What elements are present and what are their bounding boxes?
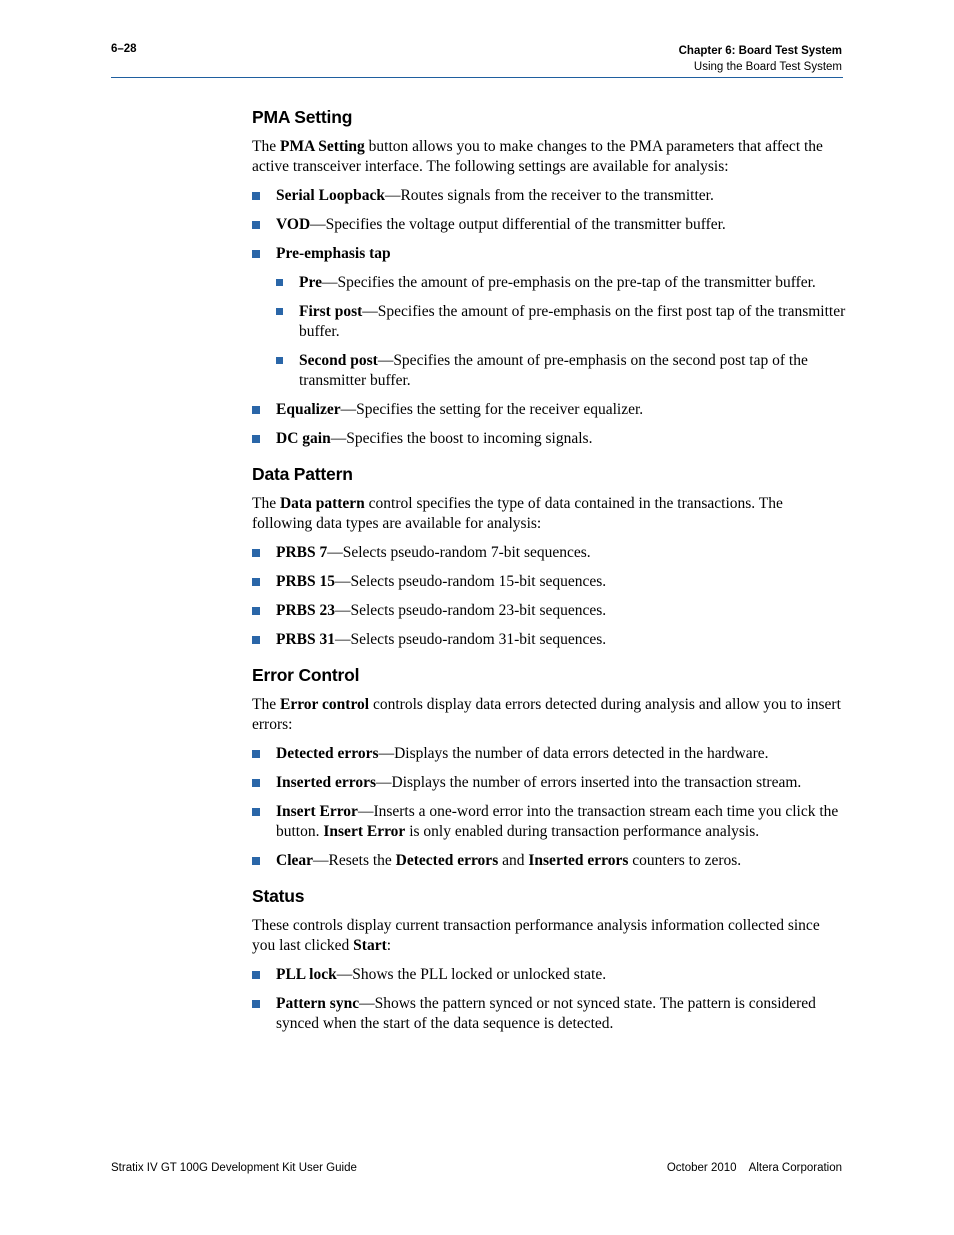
page-body (252, 104, 846, 1046)
item-term: Detected errors (276, 745, 379, 762)
item-term: Insert Error (323, 823, 406, 840)
item-desc: —Specifies the voltage output differential of the transmitter buffer. (310, 216, 726, 233)
sub-list-item (276, 351, 846, 391)
intro-text: controls display data errors detected during analysis and allow you to insert errors: (252, 696, 841, 733)
square-bullet-icon (252, 971, 260, 979)
footer-date-company: October 2010 Altera Corporation (666, 1162, 842, 1174)
item-desc: —Routes signals from the receiver to the transmitter. (384, 187, 714, 204)
square-bullet-icon (252, 406, 260, 414)
list-item (252, 244, 846, 391)
sub-list-item (276, 273, 846, 293)
square-bullet-icon (252, 1000, 260, 1008)
item-term: Inserted errors (276, 774, 377, 791)
intro-text: These controls display current transaction performance analysis information collected since you last clicked (252, 917, 820, 954)
running-header (679, 43, 842, 75)
item-term: Clear (276, 852, 314, 869)
intro-text: button allows you to make changes to the PMA parameters that affect the active transceiver interface. The following settings are available for analysis: (252, 138, 823, 175)
item-term: Equalizer (276, 401, 341, 418)
intro-term: Error control (279, 696, 370, 713)
list-item (252, 965, 846, 985)
item-term: Pre (299, 274, 322, 291)
item-desc: —Selects pseudo-random 31-bit sequences. (335, 631, 607, 648)
item-desc: —Selects pseudo-random 7-bit sequences. (327, 544, 591, 561)
section-pma-setting (252, 104, 846, 449)
item-term: Pattern sync (276, 995, 360, 1012)
section-status (252, 883, 846, 1034)
section-error-control (252, 662, 846, 871)
section-intro (252, 695, 846, 735)
section-intro (252, 916, 846, 956)
intro-text: control specifies the type of data contained in the transactions. The following data types are available for analysis: (252, 495, 783, 532)
item-desc: —Specifies the amount of pre-emphasis on the pre-tap of the transmitter buffer. (321, 274, 816, 291)
square-bullet-icon (252, 857, 260, 865)
list-item (252, 429, 846, 449)
square-bullet-icon (252, 808, 260, 816)
list-item (252, 572, 846, 592)
list-item (252, 773, 846, 793)
square-bullet-icon (252, 636, 260, 644)
square-bullet-icon (252, 549, 260, 557)
bullet-list (252, 543, 846, 650)
item-term: PRBS 15 (276, 573, 335, 590)
section-intro (252, 494, 846, 534)
square-bullet-icon (252, 607, 260, 615)
square-bullet-icon (252, 435, 260, 443)
section-intro (252, 137, 846, 177)
item-desc: —Resets the (313, 852, 396, 869)
list-item (252, 630, 846, 650)
section-title: Using the Board Test System (693, 61, 842, 73)
section-data-pattern (252, 461, 846, 650)
bullet-list (252, 965, 846, 1034)
intro-term: PMA Setting (279, 138, 365, 155)
intro-text: The (252, 495, 280, 512)
square-bullet-icon (252, 250, 260, 258)
section-heading: PMA Setting (252, 107, 353, 127)
list-item (252, 601, 846, 621)
item-term: DC gain (276, 430, 331, 447)
square-bullet-icon (276, 357, 283, 364)
item-term: Pre-emphasis tap (276, 245, 391, 262)
square-bullet-icon (252, 221, 260, 229)
list-item (252, 851, 846, 871)
square-bullet-icon (252, 750, 260, 758)
item-desc: —Specifies the amount of pre-emphasis on the second post tap of the transmitter buffer. (299, 352, 808, 389)
bullet-list (252, 744, 846, 871)
bullet-list (252, 186, 846, 449)
item-term: PRBS 7 (276, 544, 328, 561)
page-number: 6–28 (111, 43, 137, 55)
header-rule (111, 77, 843, 78)
list-item (252, 543, 846, 563)
sub-list-item (276, 302, 846, 342)
section-heading: Data Pattern (252, 464, 353, 484)
list-item (252, 744, 846, 764)
item-desc: —Selects pseudo-random 23-bit sequences. (335, 602, 607, 619)
list-item (252, 215, 846, 235)
square-bullet-icon (276, 308, 283, 315)
item-desc: —Displays the number of errors inserted into the transaction stream. (376, 774, 802, 791)
intro-text: The (252, 138, 280, 155)
item-term: VOD (276, 216, 311, 233)
section-heading: Error Control (252, 665, 360, 685)
item-term: Serial Loopback (276, 187, 385, 204)
footer-doc-title: Stratix IV GT 100G Development Kit User Guide (111, 1162, 357, 1174)
item-term: PLL lock (276, 966, 337, 983)
chapter-title: Chapter 6: Board Test System (678, 45, 842, 57)
square-bullet-icon (276, 279, 283, 286)
item-desc: —Specifies the amount of pre-emphasis on the first post tap of the transmitter buffer. (299, 303, 846, 340)
item-desc: —Inserts a one-word error into the transaction stream each time you click the button. (276, 803, 839, 840)
item-term: PRBS 23 (276, 602, 335, 619)
list-item (252, 802, 846, 842)
item-desc: counters to zeros. (628, 852, 742, 869)
sub-bullet-list (276, 273, 846, 391)
item-desc: —Displays the number of data errors detected in the hardware. (378, 745, 769, 762)
item-term: Detected errors (395, 852, 499, 869)
item-term: PRBS 31 (276, 631, 335, 648)
section-heading: Status (252, 886, 305, 906)
list-item (252, 400, 846, 420)
square-bullet-icon (252, 578, 260, 586)
intro-text: : (386, 937, 392, 954)
item-desc: —Selects pseudo-random 15-bit sequences. (335, 573, 607, 590)
item-term: Inserted errors (528, 852, 629, 869)
item-desc: is only enabled during transaction performance analysis. (405, 823, 760, 840)
intro-text: The (252, 696, 280, 713)
intro-term: Start (353, 937, 387, 954)
item-term: Second post (299, 352, 378, 369)
square-bullet-icon (252, 192, 260, 200)
item-term: First post (299, 303, 363, 320)
item-desc: —Specifies the boost to incoming signals. (330, 430, 593, 447)
item-desc: and (498, 852, 529, 869)
intro-term: Data pattern (279, 495, 365, 512)
item-desc: —Specifies the setting for the receiver equalizer. (340, 401, 644, 418)
square-bullet-icon (252, 779, 260, 787)
item-desc: —Shows the PLL locked or unlocked state. (336, 966, 607, 983)
list-item (252, 994, 846, 1034)
item-desc: —Shows the pattern synced or not synced state. The pattern is considered synced when the start of the data sequence is detected. (276, 995, 816, 1032)
item-term: Insert Error (276, 803, 358, 820)
list-item (252, 186, 846, 206)
